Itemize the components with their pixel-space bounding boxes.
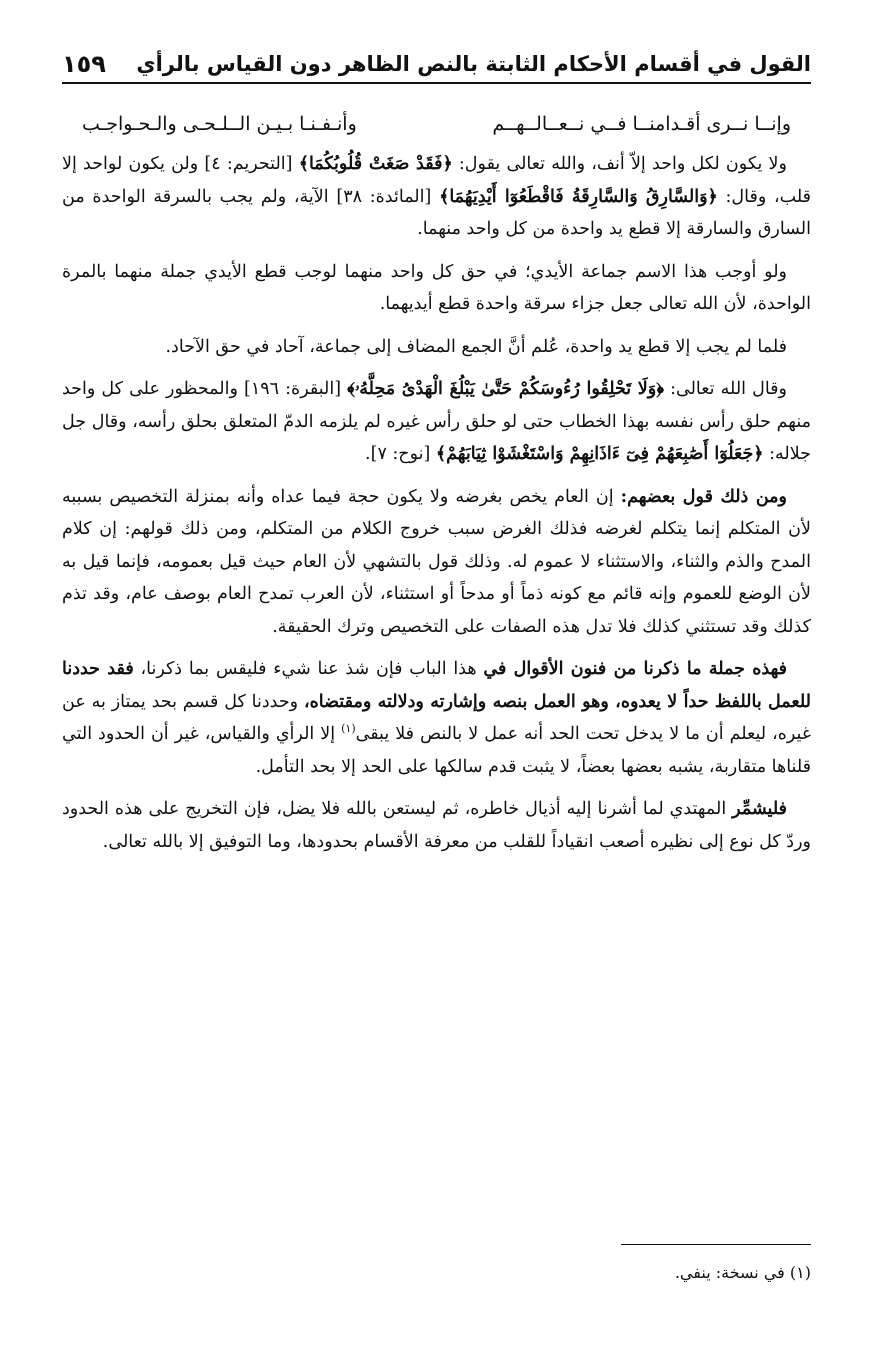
quran-quote: ﴿جَعَلُوٓا أَصَٰبِعَهُمْ فِىٓ ءَاذَانِهِمْ وَاسْتَغْشَوْا ثِيَابَهُمْ﴾ <box>435 444 764 464</box>
bold-lead: فليشمِّر <box>732 799 787 819</box>
verse-first-hemistich: وإنــا نــرى أقـدامنــا فــي نــعــالــهــم <box>492 113 791 135</box>
page-header <box>62 36 811 84</box>
paragraph-text: [البقرة: ١٩٦] والمحظور على كل واحد منهم حلق رأس نفسه بهذا الخطاب حتى لو حلق رأس غيره لم يلزمه الدمّ المتعلق بحلق رأسه، وقال جل جلاله: <box>62 379 811 464</box>
page-body <box>62 106 811 868</box>
paragraph-4 <box>62 373 811 471</box>
footnote-reference[interactable]: (١) <box>341 722 356 736</box>
paragraph-6 <box>62 653 811 783</box>
running-title: القول في أقسام الأحكام الثابتة بالنص الظاهر دون القياس بالرأي <box>136 52 811 76</box>
paragraph-1 <box>62 148 811 246</box>
footnote-divider <box>621 1244 811 1245</box>
footnote-1: (١) في نسخة: ينفي. <box>674 1263 811 1282</box>
paragraph-text: [المائدة: ٣٨] الآية، ولم يجب بالسرقة الواحدة من السارق والسارقة إلا قطع يد واحدة من كل واحد منهما. <box>62 186 811 239</box>
paragraph-7 <box>62 793 811 858</box>
paragraph-text: وحددنا كل قسم بحد يمتاز به عن غيره، ليعلم أن ما لا يدخل تحت الحد أنه عمل لا بالنص فلا يبقى <box>62 691 811 744</box>
paragraph-text: [نوح: ٧]. <box>365 444 436 464</box>
paragraph-text: إن العام يخص بغرضه ولا يكون حجة فيما عداه وأنه بمنزلة التخصيص بسببه لأن المتكلم إنما يتكلم لغرضه فذلك الغرض سبب خروج الكلام من المتكلم، ومن ذلك قولهم: إن كلام المدح والذم والثناء، والاستثناء لا عموم له. وذلك قول بالتشهي لأن العام حيث قيل بعمومه، فإنما قيل به لأن الوضع للعموم وإنه قائم مع كونه ذماً أو مدحاً أو استثناء، لأن العرب تمدح العام بوصف عام، وقد تذم كذلك وقد تستثني كذلك فلا تدل هذه الصفات على التخصيص وترك الحقيقة. <box>62 486 811 637</box>
quran-quote: ﴿وَلَا تَحْلِقُوا رُءُوسَكُمْ حَتَّىٰ يَبْلُغَ الْهَدْىُ مَحِلَّهُۥ﴾ <box>347 379 664 399</box>
paragraph-text: إلا الرأي والقياس، غير أن الحدود التي قلناها متقاربة، يشبه بعضها بعضاً، لا يثبت قدم سالكها على الحد إلا بحد التأمل. <box>62 724 811 777</box>
paragraph-text: [التحريم: ٤] ولن يكون لواحد إلا قلب، وقال: <box>62 154 811 207</box>
paragraph-3: فلما لم يجب إلا قطع يد واحدة، عُلم أنَّ الجمع المضاف إلى جماعة، آحاد في حق الآحاد. <box>165 336 787 357</box>
quran-quote: ﴿وَالسَّارِقُ وَالسَّارِقَةُ فَاقْطَعُوٓا أَيْدِيَهُمَا﴾ <box>439 186 718 207</box>
bold-lead: فهذه جملة ما ذكرنا من فنون الأقوال في <box>483 659 788 679</box>
paragraph-text: المهتدي لما أشرنا إليه أذيال خاطره، ثم ليستعن بالله فلا يضل، فإن التخريج على هذه الحدود وردّ كل نوع إلى نظيره أصعب انقياداً للقلب من معرفة الأقسام بحدودها، وما التوفيق إلا بالله تعالى. <box>62 799 811 852</box>
poetry-verse <box>62 106 811 142</box>
bold-phrase: فقد حددنا للعمل باللفظ حداً لا يعدوه، وهو العمل بنصه وإشارته ودلالته ومقتضاه، <box>62 659 811 712</box>
verse-second-hemistich: وأنـفـنـا بـيـن الــلـحـى والـحـواجـب <box>82 113 357 135</box>
paragraph-text: وقال الله تعالى: <box>663 379 787 399</box>
paragraph-2: ولو أوجب هذا الاسم جماعة الأيدي؛ في حق كل واحد منهما لوجب قطع الأيدي جملة منهما بالمرة الواحدة، لأن الله تعالى جعل جزاء سرقة واحدة قطع أيديهما. <box>62 261 811 314</box>
bold-lead: ومن ذلك قول بعضهم: <box>620 486 787 507</box>
paragraph-text: ولا يكون لكل واحد إلاّ أنف، والله تعالى يقول: <box>452 154 787 174</box>
page-number: ١٥٩ <box>62 50 106 78</box>
paragraph-5 <box>62 481 811 644</box>
footnotes-section <box>62 1244 811 1285</box>
paragraph-text: هذا الباب فإن شذ عنا شيء فليقس بما ذكرنا، <box>133 659 484 679</box>
quran-quote: ﴿فَقَدْ صَغَتْ قُلُوبُكُمَا﴾ <box>298 154 453 174</box>
